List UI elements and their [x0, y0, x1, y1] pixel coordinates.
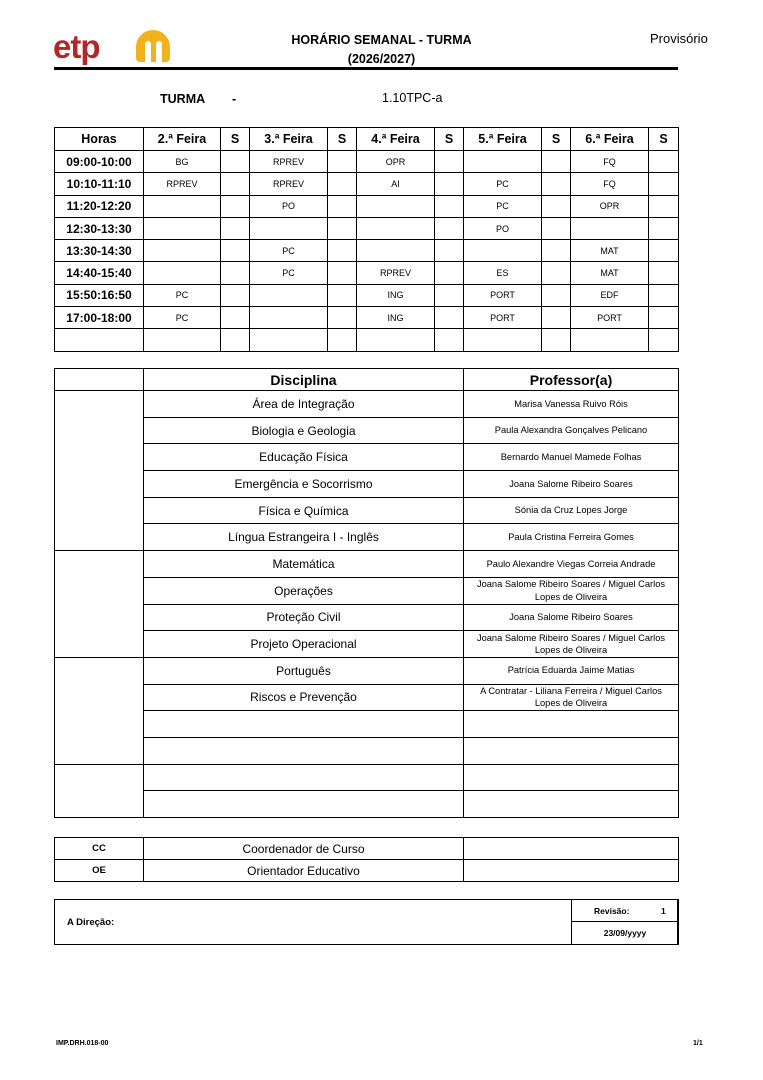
- discipline-cell: Língua Estrangeira I - Inglês: [144, 524, 464, 551]
- role-code-cell: CC: [55, 838, 144, 860]
- schedule-cell: [357, 195, 435, 217]
- schedule-cell: [357, 217, 435, 239]
- schedule-cell: RPREV: [357, 262, 435, 284]
- teacher-cell: Bernardo Manuel Mamede Folhas: [464, 444, 679, 471]
- schedule-cell: [649, 329, 679, 351]
- schedule-cell: [649, 217, 679, 239]
- schedule-cell: [649, 262, 679, 284]
- teacher-cell: [464, 764, 679, 791]
- schedule-cell: [464, 329, 542, 351]
- role-row: [55, 860, 679, 882]
- schedule-row: [55, 262, 679, 284]
- schedule-cell: ING: [357, 307, 435, 329]
- turma-label: TURMA: [160, 92, 206, 106]
- schedule-hour-cell: 17:00-18:00: [55, 307, 144, 329]
- schedule-cell: [649, 284, 679, 306]
- schedule-cell: PC: [250, 262, 328, 284]
- schedule-header-row: [55, 128, 679, 151]
- schedule-col-header: 2.ª Feira: [144, 128, 221, 151]
- schedule-col-header: 3.ª Feira: [250, 128, 328, 151]
- discipline-cell: Proteção Civil: [144, 604, 464, 631]
- schedule-cell: [542, 262, 571, 284]
- schedule-cell: [328, 329, 357, 351]
- discipline-cell: Emergência e Socorrismo: [144, 471, 464, 498]
- revision-row: [572, 900, 678, 922]
- schedule-cell: PC: [250, 240, 328, 262]
- schedule-cell: [464, 151, 542, 173]
- schedule-cell: [328, 240, 357, 262]
- subject-row: [55, 551, 679, 578]
- schedule-cell: EDF: [571, 284, 649, 306]
- schedule-hour-cell: 12:30-13:30: [55, 217, 144, 239]
- schedule-col-header: 4.ª Feira: [357, 128, 435, 151]
- direction-signature-box: [54, 899, 678, 945]
- subject-row: [55, 764, 679, 791]
- schedule-cell: [571, 217, 649, 239]
- discipline-cell: Física e Química: [144, 497, 464, 524]
- schedule-hour-cell: 11:20-12:20: [55, 195, 144, 217]
- schedule-cell: RPREV: [250, 173, 328, 195]
- schedule-cell: [144, 329, 221, 351]
- subjects-table: [54, 368, 679, 818]
- schedule-cell: [435, 195, 464, 217]
- status-label: Provisório: [650, 31, 708, 46]
- teacher-cell: Patrícia Eduarda Jaime Matias: [464, 657, 679, 684]
- schedule-cell: [542, 173, 571, 195]
- schedule-hour-cell: 10:10-11:10: [55, 173, 144, 195]
- subject-row: [55, 391, 679, 418]
- subject-group-cell: [55, 657, 144, 764]
- discipline-cell: [144, 791, 464, 818]
- discipline-cell: Matemática: [144, 551, 464, 578]
- schedule-cell: OPR: [571, 195, 649, 217]
- subject-row: [55, 791, 679, 818]
- schedule-cell: PORT: [571, 307, 649, 329]
- discipline-cell: Área de Integração: [144, 391, 464, 418]
- schedule-row: [55, 307, 679, 329]
- schedule-col-header: Horas: [55, 128, 144, 151]
- schedule-cell: PORT: [464, 307, 542, 329]
- schedule-cell: [649, 173, 679, 195]
- schedule-col-header: S: [221, 128, 250, 151]
- discipline-header: Disciplina: [144, 369, 464, 391]
- schedule-col-header: S: [435, 128, 464, 151]
- schedule-cell: [435, 262, 464, 284]
- discipline-cell: Projeto Operacional: [144, 631, 464, 658]
- schedule-cell: FQ: [571, 173, 649, 195]
- schedule-cell: [221, 195, 250, 217]
- roles-table: [54, 837, 679, 882]
- subject-row: [55, 471, 679, 498]
- schedule-cell: BG: [144, 151, 221, 173]
- schedule-cell: [542, 151, 571, 173]
- discipline-cell: [144, 764, 464, 791]
- teacher-cell: Paula Cristina Ferreira Gomes: [464, 524, 679, 551]
- schedule-cell: [542, 307, 571, 329]
- teacher-cell: Joana Salome Ribeiro Soares: [464, 604, 679, 631]
- schedule-col-header: S: [542, 128, 571, 151]
- discipline-cell: Português: [144, 657, 464, 684]
- teacher-cell: A Contratar - Liliana Ferreira / Miguel Carlos Lopes de Oliveira: [464, 684, 679, 711]
- subject-row: [55, 577, 679, 604]
- schedule-cell: RPREV: [144, 173, 221, 195]
- schedule-hour-cell: 14:40-15:40: [55, 262, 144, 284]
- schedule-row: [55, 284, 679, 306]
- schedule-cell: [464, 240, 542, 262]
- schedule-cell: MAT: [571, 240, 649, 262]
- teacher-header: Professor(a): [464, 369, 679, 391]
- etp-logo-mark-icon: [136, 30, 170, 62]
- schedule-col-header: 6.ª Feira: [571, 128, 649, 151]
- logo-text: etp: [53, 28, 100, 65]
- schedule-cell: [328, 173, 357, 195]
- schedule-cell: [221, 240, 250, 262]
- schedule-cell: [250, 284, 328, 306]
- subject-group-cell: [55, 764, 144, 817]
- document-code: IMP.DRH.018-00: [56, 1040, 109, 1047]
- schedule-cell: [250, 217, 328, 239]
- subject-group-cell: [55, 551, 144, 658]
- header-rule: [54, 67, 678, 70]
- schedule-cell: [357, 329, 435, 351]
- schedule-cell: [435, 240, 464, 262]
- schedule-cell: [221, 217, 250, 239]
- etp-logo: [53, 27, 173, 67]
- subject-row: [55, 497, 679, 524]
- schedule-cell: [435, 284, 464, 306]
- schedule-col-header: S: [328, 128, 357, 151]
- subject-row: [55, 737, 679, 764]
- schedule-row: [55, 329, 679, 351]
- schedule-cell: OPR: [357, 151, 435, 173]
- discipline-cell: Biologia e Geologia: [144, 417, 464, 444]
- schedule-cell: PC: [144, 307, 221, 329]
- schedule-cell: [221, 307, 250, 329]
- schedule-col-header: S: [649, 128, 679, 151]
- schedule-cell: PO: [464, 217, 542, 239]
- schedule-cell: FQ: [571, 151, 649, 173]
- title-line-2: (2026/2027): [347, 52, 416, 66]
- page-number: 1/1: [693, 1040, 703, 1047]
- schedule-cell: PC: [144, 284, 221, 306]
- schedule-cell: [542, 329, 571, 351]
- teacher-cell: Marisa Vanessa Ruivo Róis: [464, 391, 679, 418]
- revision-box: [571, 899, 679, 945]
- teacher-cell: [464, 737, 679, 764]
- schedule-cell: [571, 329, 649, 351]
- role-name-cell: Coordenador de Curso: [144, 838, 464, 860]
- schedule-cell: RPREV: [250, 151, 328, 173]
- schedule-cell: [542, 240, 571, 262]
- schedule-cell: [221, 151, 250, 173]
- schedule-cell: [328, 284, 357, 306]
- schedule-row: [55, 195, 679, 217]
- subject-row: [55, 684, 679, 711]
- discipline-cell: Educação Física: [144, 444, 464, 471]
- schedule-cell: [144, 195, 221, 217]
- schedule-cell: [250, 307, 328, 329]
- subjects-header-blank: [55, 369, 144, 391]
- page-title: [240, 31, 523, 69]
- schedule-hour-cell: 15:50:16:50: [55, 284, 144, 306]
- schedule-cell: [542, 284, 571, 306]
- subjects-header-row: [55, 369, 679, 391]
- role-person-cell: [464, 838, 679, 860]
- schedule-cell: [328, 262, 357, 284]
- schedule-cell: [649, 307, 679, 329]
- subject-row: [55, 657, 679, 684]
- turma-dash: -: [232, 92, 237, 106]
- schedule-hour-cell: 13:30-14:30: [55, 240, 144, 262]
- schedule-cell: [328, 151, 357, 173]
- schedule-cell: [435, 329, 464, 351]
- subject-row: [55, 444, 679, 471]
- schedule-cell: ING: [357, 284, 435, 306]
- schedule-hour-cell: [55, 329, 144, 351]
- schedule-cell: ES: [464, 262, 542, 284]
- schedule-cell: [144, 217, 221, 239]
- subject-row: [55, 524, 679, 551]
- teacher-cell: [464, 791, 679, 818]
- schedule-hour-cell: 09:00-10:00: [55, 151, 144, 173]
- schedule-cell: AI: [357, 173, 435, 195]
- schedule-cell: [221, 329, 250, 351]
- schedule-cell: [435, 217, 464, 239]
- schedule-row: [55, 217, 679, 239]
- schedule-col-header: 5.ª Feira: [464, 128, 542, 151]
- schedule-row: [55, 151, 679, 173]
- schedule-cell: [328, 195, 357, 217]
- discipline-cell: Riscos e Prevenção: [144, 684, 464, 711]
- schedule-table: [54, 127, 679, 352]
- schedule-cell: [435, 173, 464, 195]
- schedule-cell: [144, 240, 221, 262]
- discipline-cell: [144, 737, 464, 764]
- schedule-row: [55, 173, 679, 195]
- schedule-cell: [357, 240, 435, 262]
- subject-row: [55, 631, 679, 658]
- schedule-cell: PORT: [464, 284, 542, 306]
- teacher-cell: Sónia da Cruz Lopes Jorge: [464, 497, 679, 524]
- role-name-cell: Orientador Educativo: [144, 860, 464, 882]
- teacher-cell: Paula Alexandra Gonçalves Pelicano: [464, 417, 679, 444]
- title-line-1: HORÁRIO SEMANAL - TURMA: [291, 33, 472, 47]
- schedule-cell: [221, 284, 250, 306]
- schedule-cell: [328, 217, 357, 239]
- schedule-cell: PO: [250, 195, 328, 217]
- direction-label: A Direção:: [67, 917, 115, 928]
- schedule-cell: [221, 173, 250, 195]
- teacher-cell: Joana Salome Ribeiro Soares / Miguel Carlos Lopes de Oliveira: [464, 631, 679, 658]
- subject-row: [55, 417, 679, 444]
- revision-label: Revisão:: [594, 906, 630, 916]
- schedule-cell: [649, 151, 679, 173]
- teacher-cell: Paulo Alexandre Viegas Correia Andrade: [464, 551, 679, 578]
- discipline-cell: Operações: [144, 577, 464, 604]
- schedule-cell: [435, 307, 464, 329]
- schedule-cell: [221, 262, 250, 284]
- role-code-cell: OE: [55, 860, 144, 882]
- revision-date: 23/09/yyyy: [603, 928, 647, 938]
- turma-value: 1.10TPC-a: [382, 91, 443, 105]
- schedule-cell: [649, 240, 679, 262]
- subject-group-cell: [55, 391, 144, 551]
- subject-row: [55, 711, 679, 738]
- schedule-cell: [542, 217, 571, 239]
- schedule-cell: MAT: [571, 262, 649, 284]
- teacher-cell: Joana Salome Ribeiro Soares / Miguel Carlos Lopes de Oliveira: [464, 577, 679, 604]
- role-row: [55, 838, 679, 860]
- role-person-cell: [464, 860, 679, 882]
- teacher-cell: [464, 711, 679, 738]
- revision-number: 1: [661, 906, 666, 916]
- schedule-cell: PC: [464, 195, 542, 217]
- teacher-cell: Joana Salome Ribeiro Soares: [464, 471, 679, 498]
- schedule-cell: [649, 195, 679, 217]
- schedule-row: [55, 240, 679, 262]
- schedule-cell: PC: [464, 173, 542, 195]
- schedule-cell: [328, 307, 357, 329]
- schedule-cell: [250, 329, 328, 351]
- subject-row: [55, 604, 679, 631]
- schedule-cell: [144, 262, 221, 284]
- schedule-cell: [435, 151, 464, 173]
- discipline-cell: [144, 711, 464, 738]
- schedule-cell: [542, 195, 571, 217]
